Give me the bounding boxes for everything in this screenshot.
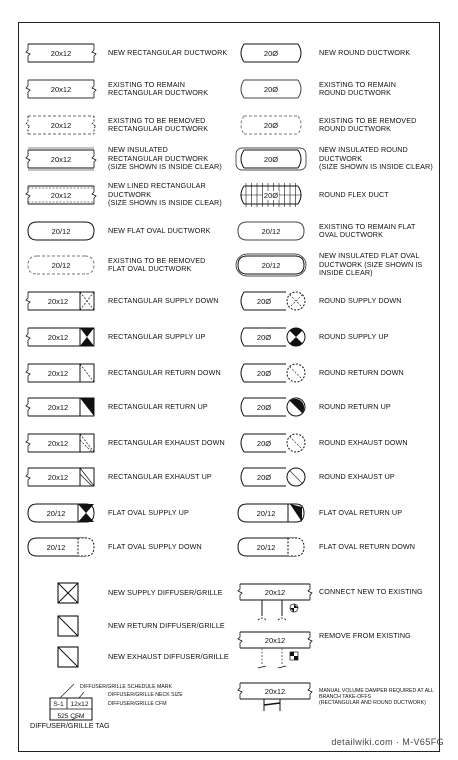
legend-label-round-supply-up: ROUND SUPPLY UP — [319, 331, 389, 341]
exhaust-up-marker — [80, 468, 94, 486]
legend-label-round-existing: EXISTING TO REMAIN ROUND DUCTWORK — [319, 79, 397, 97]
legend-symbol-rect-supply-up — [24, 324, 98, 350]
legend-symbol-rect-insulated — [24, 146, 98, 172]
tag-mark: S-1 — [53, 701, 64, 708]
supply-down-marker — [80, 292, 94, 310]
duct-size-label: 20/12 — [256, 509, 276, 518]
legend-label-round-insulated: NEW INSULATED ROUND DUCTWORK (SIZE SHOWN IS INSIDE CLEAR) — [319, 145, 433, 172]
legend-label-oval-new: NEW FLAT OVAL DUCTWORK — [108, 225, 211, 235]
supply-down-marker — [78, 538, 94, 556]
supply-up-marker — [78, 504, 94, 522]
legend-symbol-oval-insulated — [234, 252, 308, 278]
tag-callout-cfm: DIFFUSER/GRILLE CFM — [108, 701, 167, 707]
legend-symbol-round-existing — [234, 76, 308, 102]
legend-label-round-exhaust-up: ROUND EXHAUST UP — [319, 471, 395, 481]
legend-label-volume-damper: MANUAL VOLUME DAMPER REQUIRED AT ALL BRANCH TAKE-OFFS (RECTANGULAR AND ROUND DUCTWORK) — [319, 688, 434, 707]
duct-size-label: 20x12 — [50, 49, 72, 58]
duct-size-label: 20Ø — [256, 369, 272, 378]
legend-label-rect-exhaust-up: RECTANGULAR EXHAUST UP — [108, 471, 212, 481]
legend-symbol-oval-return-down — [234, 534, 308, 560]
duct-size-label: 20/12 — [256, 543, 276, 552]
duct-size-label: 20Ø — [256, 333, 272, 342]
legend-symbol-oval-supply-up — [24, 500, 98, 526]
duct-size-label: 20/12 — [261, 261, 281, 270]
legend-label-supply-diffuser: NEW SUPPLY DIFFUSER/GRILLE — [108, 588, 223, 597]
legend-label-oval-supply-up: FLAT OVAL SUPPLY UP — [108, 507, 189, 517]
legend-symbol-remove-existing — [234, 630, 314, 676]
legend-symbol-exhaust-diffuser — [56, 645, 80, 669]
duct-size-label: 20x12 — [47, 473, 69, 482]
duct-size-label: 20Ø — [256, 297, 272, 306]
tag-callout-mark: DIFFUSER/GRILLE SCHEDULE MARK — [80, 684, 172, 690]
legend-symbol-rect-lined — [24, 182, 98, 208]
legend-symbol-round-supply-down — [234, 288, 308, 314]
legend-label-round-flex: ROUND FLEX DUCT — [319, 189, 389, 199]
legend-symbol-rect-new — [24, 40, 98, 66]
tag-callout-neck: DIFFUSER/GRILLE NECK SIZE — [108, 692, 183, 698]
legend-label-return-diffuser: NEW RETURN DIFFUSER/GRILLE — [108, 621, 225, 630]
legend-symbol-round-supply-up — [234, 324, 308, 350]
legend-label-rect-supply-up: RECTANGULAR SUPPLY UP — [108, 331, 206, 341]
legend-label-remove-existing: REMOVE FROM EXISTING — [319, 631, 411, 640]
legend-symbol-volume-damper — [234, 681, 314, 727]
legend-label-oval-return-down: FLAT OVAL RETURN DOWN — [319, 541, 416, 551]
legend-label-connect-new: CONNECT NEW TO EXISTING — [319, 587, 423, 596]
legend-symbol-rect-existing — [24, 76, 98, 102]
legend-label-rect-lined: NEW LINED RECTANGULAR DUCTWORK (SIZE SHOWN IS INSIDE CLEAR) — [108, 181, 222, 208]
exhaust-down-marker — [287, 434, 305, 452]
supply-up-marker — [80, 328, 94, 346]
legend-label-exhaust-diffuser: NEW EXHAUST DIFFUSER/GRILLE — [108, 652, 229, 661]
return-up-marker — [287, 398, 305, 416]
duct-size-label: 20Ø — [263, 191, 279, 200]
supply-up-marker — [287, 328, 305, 346]
exhaust-up-marker — [287, 468, 305, 486]
return-up-marker — [80, 398, 94, 416]
legend-symbol-round-new — [234, 40, 308, 66]
legend-symbol-oval-supply-down — [24, 534, 98, 560]
duct-size-label: 20x12 — [264, 588, 286, 597]
legend-symbol-rect-return-down — [24, 360, 98, 386]
legend-label-rect-existing: EXISTING TO REMAIN RECTANGULAR DUCTWORK — [108, 79, 209, 97]
duct-size-label: 20Ø — [256, 439, 272, 448]
duct-size-label: 20x12 — [47, 403, 69, 412]
legend-symbol-supply-diffuser — [56, 581, 80, 605]
duct-size-label: 20x12 — [50, 155, 72, 164]
legend-symbol-oval-return-up — [234, 500, 308, 526]
legend-label-oval-supply-down: FLAT OVAL SUPPLY DOWN — [108, 541, 202, 551]
legend-symbol-rect-supply-down — [24, 288, 98, 314]
legend-symbol-rect-exhaust-up — [24, 464, 98, 490]
duct-size-label: 20x12 — [50, 85, 72, 94]
exhaust-down-marker — [80, 434, 94, 452]
legend-label-round-supply-down: ROUND SUPPLY DOWN — [319, 295, 402, 305]
legend-label-oval-insulated: NEW INSULATED FLAT OVAL DUCTWORK (SIZE SHOWN IS INSIDE CLEAR) — [319, 251, 423, 278]
duct-size-label: 20Ø — [263, 121, 279, 130]
legend-symbol-oval-existing — [234, 218, 308, 244]
legend-symbol-round-insulated — [234, 146, 308, 172]
legend-label-rect-new: NEW RECTANGULAR DUCTWORK — [108, 47, 228, 57]
duct-size-label: 20x12 — [50, 191, 72, 200]
duct-size-label: 20/12 — [46, 509, 66, 518]
legend-symbol-oval-new — [24, 218, 98, 244]
legend-label-oval-removed: EXISTING TO BE REMOVED FLAT OVAL DUCTWORK — [108, 255, 206, 273]
legend-label-rect-exhaust-down: RECTANGULAR EXHAUST DOWN — [108, 437, 225, 447]
duct-size-label: 20Ø — [256, 403, 272, 412]
legend-symbol-return-diffuser — [56, 614, 80, 638]
legend-symbol-round-return-down — [234, 360, 308, 386]
return-up-marker — [288, 504, 304, 522]
tag-title: DIFFUSER/GRILLE TAG — [30, 721, 110, 730]
legend-label-oval-return-up: FLAT OVAL RETURN UP — [319, 507, 403, 517]
watermark: detailwiki.com · M-V65FG — [331, 737, 444, 747]
legend-label-round-return-down: ROUND RETURN DOWN — [319, 367, 404, 377]
duct-size-label: 20/12 — [51, 261, 71, 270]
legend-symbol-oval-removed — [24, 252, 98, 278]
return-down-marker — [80, 364, 94, 382]
legend-symbol-connect-new — [234, 582, 314, 628]
legend-symbol-round-removed — [234, 112, 308, 138]
legend-label-rect-return-up: RECTANGULAR RETURN UP — [108, 401, 208, 411]
legend-label-rect-return-down: RECTANGULAR RETURN DOWN — [108, 367, 221, 377]
duct-size-label: 20Ø — [263, 85, 279, 94]
legend-label-rect-removed: EXISTING TO BE REMOVED RECTANGULAR DUCTWORK — [108, 115, 209, 133]
legend-symbol-rect-removed — [24, 112, 98, 138]
duct-size-label: 20/12 — [46, 543, 66, 552]
legend-label-oval-existing: EXISTING TO REMAIN FLAT OVAL DUCTWORK — [319, 221, 416, 239]
return-down-marker — [287, 364, 305, 382]
duct-size-label: 20x12 — [47, 439, 69, 448]
duct-size-label: 20Ø — [263, 155, 279, 164]
supply-down-marker — [287, 292, 305, 310]
duct-size-label: 20x12 — [264, 636, 286, 645]
duct-size-label: 20x12 — [47, 333, 69, 342]
legend-symbol-rect-exhaust-down — [24, 430, 98, 456]
legend-symbol-rect-return-up — [24, 394, 98, 420]
duct-size-label: 20Ø — [256, 473, 272, 482]
legend-label-round-removed: EXISTING TO BE REMOVED ROUND DUCTWORK — [319, 115, 417, 133]
legend-symbol-round-exhaust-down — [234, 430, 308, 456]
legend-label-round-exhaust-down: ROUND EXHAUST DOWN — [319, 437, 408, 447]
legend-symbol-round-return-up — [234, 394, 308, 420]
duct-size-label: 20x12 — [47, 369, 69, 378]
duct-size-label: 20x12 — [47, 297, 69, 306]
duct-size-label: 20/12 — [51, 227, 71, 236]
legend-symbol-round-exhaust-up — [234, 464, 308, 490]
legend-label-rect-insulated: NEW INSULATED RECTANGULAR DUCTWORK (SIZE SHOWN IS INSIDE CLEAR) — [108, 145, 222, 172]
legend-label-round-new: NEW ROUND DUCTWORK — [319, 47, 411, 57]
return-down-marker — [288, 538, 304, 556]
tag-neck: 12x12 — [70, 701, 89, 708]
duct-size-label: 20Ø — [263, 49, 279, 58]
legend-label-round-return-up: ROUND RETURN UP — [319, 401, 391, 411]
tag-cfm: 525 CFM — [57, 713, 85, 720]
duct-size-label: 20/12 — [261, 227, 281, 236]
duct-size-label: 20x12 — [50, 121, 72, 130]
legend-symbol-round-flex — [234, 182, 308, 208]
legend-label-rect-supply-down: RECTANGULAR SUPPLY DOWN — [108, 295, 219, 305]
duct-size-label: 20x12 — [264, 687, 286, 696]
